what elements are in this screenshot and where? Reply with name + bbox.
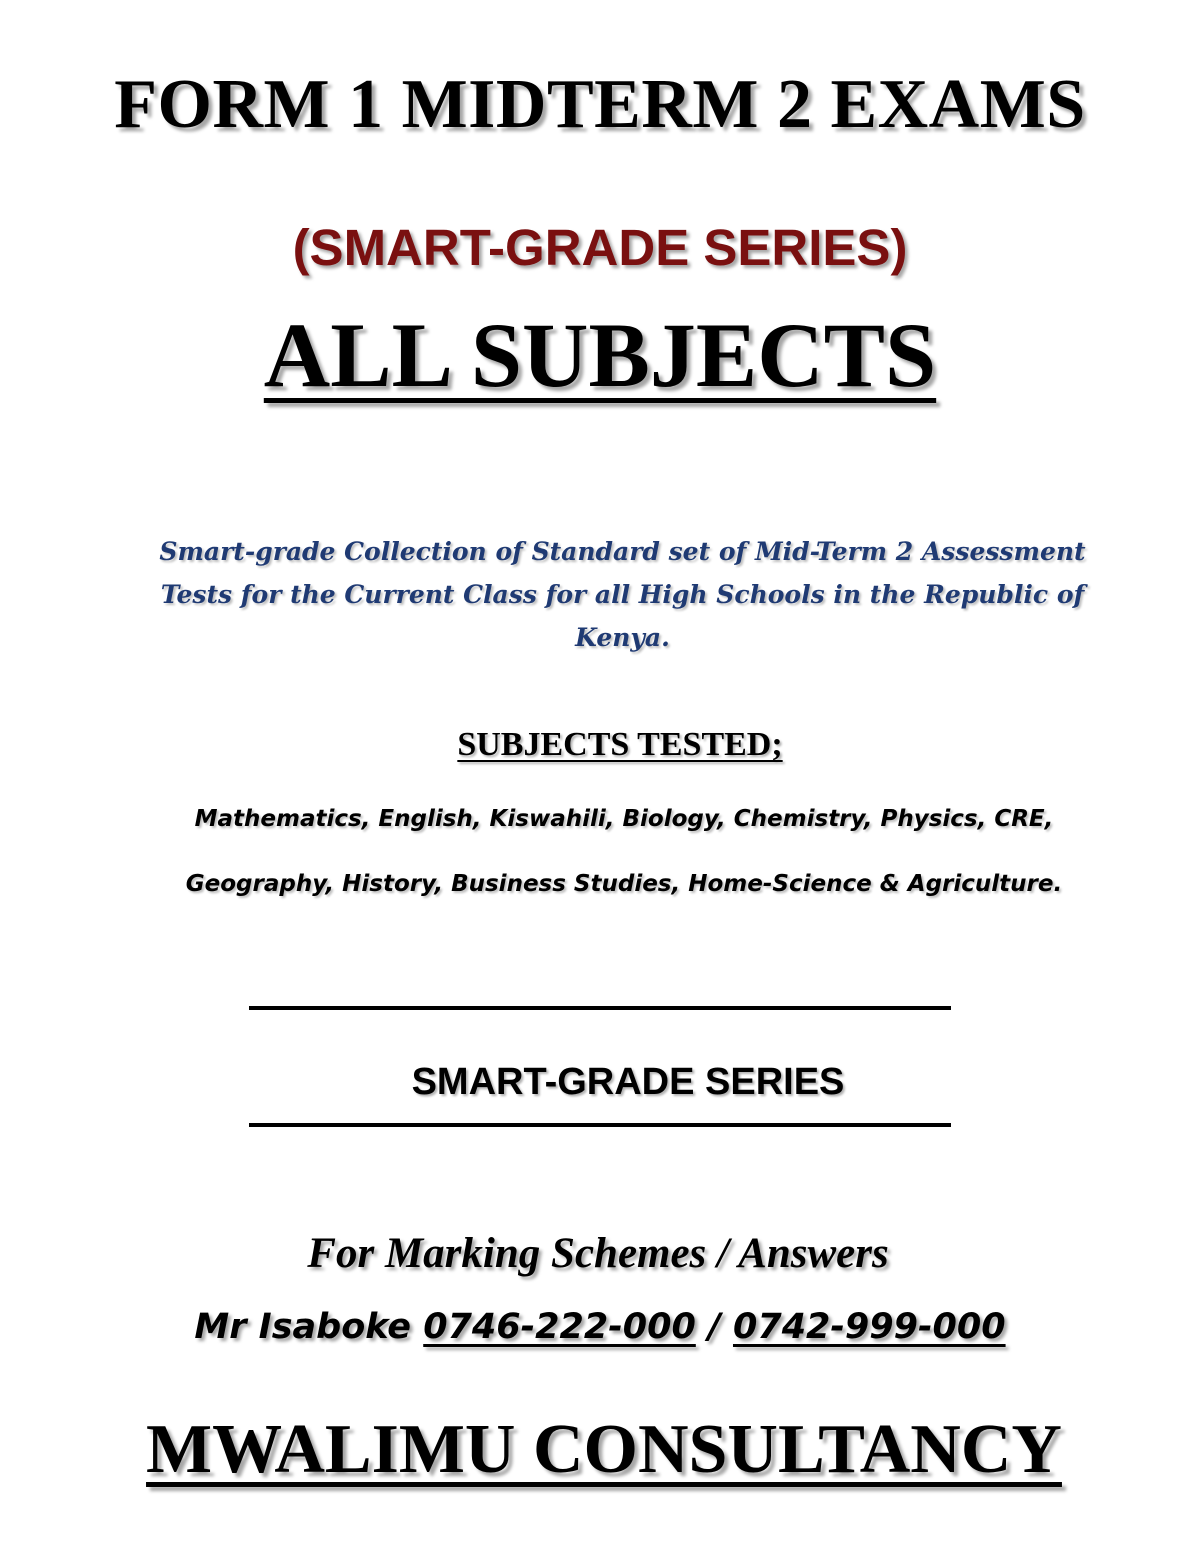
divider-top	[249, 1006, 951, 1010]
contact-line	[0, 1301, 1200, 1353]
footer-series-label: SMART-GRADE SERIES	[411, 1061, 845, 1103]
phone-number-1: 0746-222-000	[423, 1307, 696, 1347]
scope-heading-text: ALL SUBJECTS	[263, 304, 937, 406]
description-text: Smart-grade Collection of Standard set of Mid-Term 2 Assessment Tests for the Current Class for all High Schools in the Republic of Kenya.	[159, 537, 1086, 652]
marking-schemes-label: For Marking Schemes / Answers	[307, 1230, 889, 1277]
subjects-list-line-2: Geography, History, Business Studies, Home-Science & Agriculture.	[185, 871, 1063, 897]
page-title: FORM 1 MIDTERM 2 EXAMS	[114, 66, 1086, 143]
phone-separator: /	[708, 1307, 721, 1347]
subjects-heading	[20, 722, 1200, 768]
subjects-heading-text: SUBJECTS TESTED;	[457, 726, 783, 763]
series-subtitle: (SMART-GRADE SERIES)	[292, 219, 908, 276]
phone-number-2: 0742-999-000	[732, 1307, 1006, 1347]
contact-name: Mr Isaboke	[194, 1307, 412, 1347]
brand-name	[4, 1405, 1200, 1495]
subjects-list-line-1: Mathematics, English, Kiswahili, Biology, Chemistry, Physics, CRE,	[194, 806, 1054, 832]
divider-bottom	[249, 1123, 951, 1127]
brand-name-text: MWALIMU CONSULTANCY	[146, 1411, 1062, 1488]
scope-heading	[0, 300, 1200, 410]
